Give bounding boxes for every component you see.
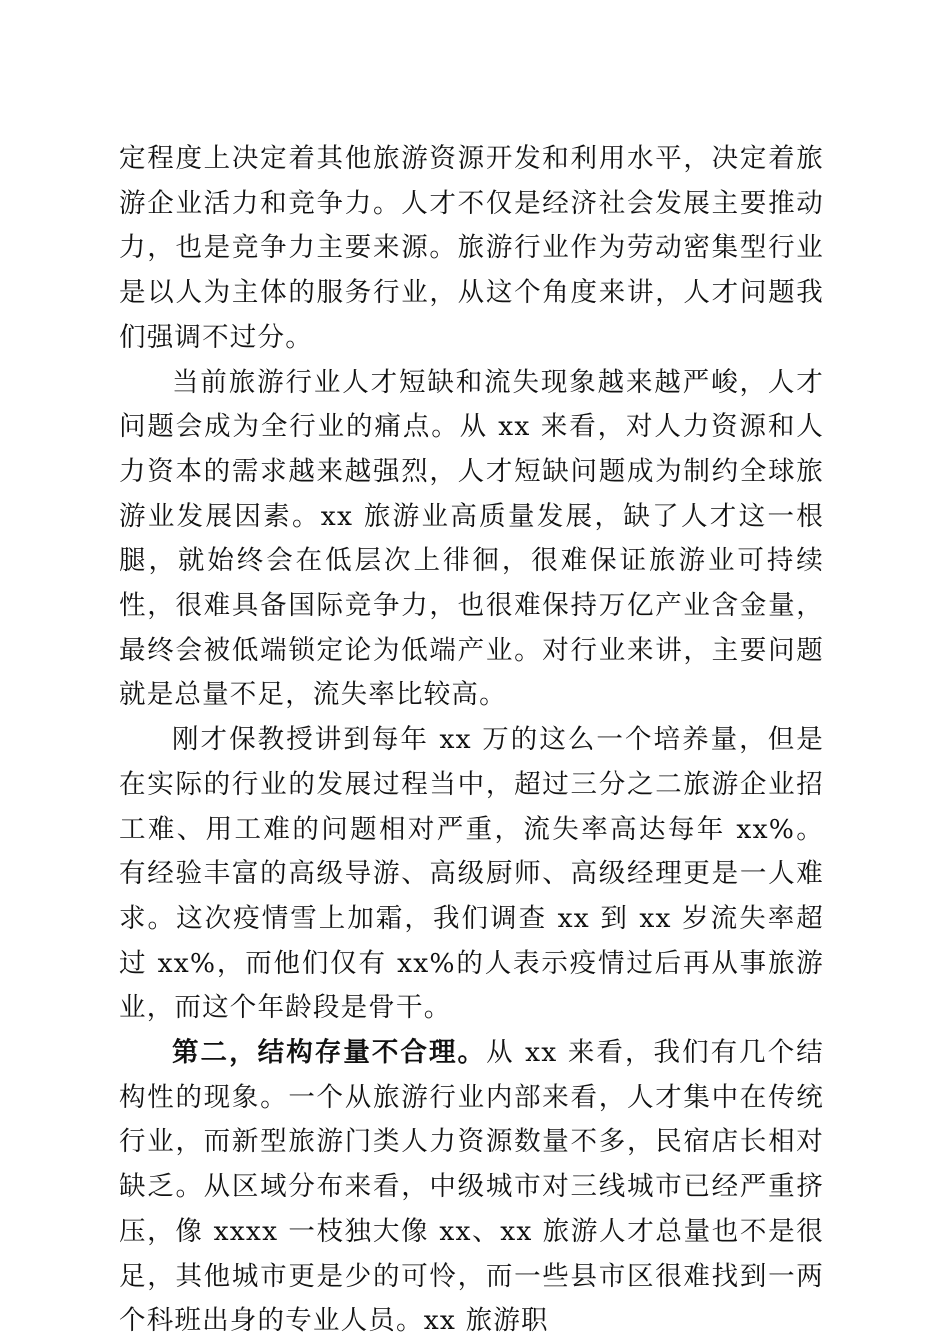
paragraph-training-volume bbox=[119, 718, 824, 1031]
paragraph-text: 从 xx 来看，我们有几个结构性的现象。一个从旅游行业内部来看，人才集中在传统行业，而新型旅游门类人力资源数量不多，民宿店长相对缺乏。从区域分布来看，中级城市对三线城市已经严重挤压，像 xxxx 一枝独大像 xx、xx 旅游人才总量也不是很足，其他城市更是少的可怜，而一些县市区很难找到一两个科班出身的专业人员。xx 旅游职 bbox=[119, 1037, 824, 1337]
paragraph-text: 当前旅游行业人才短缺和流失现象越来越严峻，人才问题会成为全行业的痛点。从 xx 来看，对人力资源和人力资本的需求越来越强烈，人才短缺问题成为制约全球旅游业发展因素。xx 旅游业高质量发展，缺了人才这一根腿，就始终会在低层次上徘徊，很难保证旅游业可持续性，很难具备国际竞争力，也很难保持万亿产业含金量，最终会被低端锁定论为低端产业。对行业来讲，主要问题就是总量不足，流失率比较高。 bbox=[119, 366, 824, 711]
paragraph-structure bbox=[119, 1031, 824, 1344]
paragraph-text: 定程度上决定着其他旅游资源开发和利用水平，决定着旅游企业活力和竞争力。人才不仅是经济社会发展主要推动力，也是竞争力主要来源。旅游行业作为劳动密集型行业是以人为主体的服务行业，从这个角度来讲，人才问题我们强调不过分。 bbox=[119, 143, 824, 353]
paragraph-talent-shortage bbox=[119, 361, 824, 719]
paragraph-text: 刚才保教授讲到每年 xx 万的这么一个培养量，但是在实际的行业的发展过程当中，超过三分之二旅游企业招工难、用工难的问题相对严重，流失率高达每年 xx%。有经验丰富的高级导游、高级厨师、高级经理更是一人难求。这次疫情雪上加霜，我们调查 xx 到 xx 岁流失率超过 xx%，而他们仅有 xx%的人表示疫情过后再从事旅游业，而这个年龄段是骨干。 bbox=[119, 724, 824, 1024]
paragraph-continuation bbox=[119, 137, 824, 361]
paragraph-lead-heading: 第二，结构存量不合理。 bbox=[172, 1037, 487, 1069]
document-body bbox=[119, 137, 824, 1344]
